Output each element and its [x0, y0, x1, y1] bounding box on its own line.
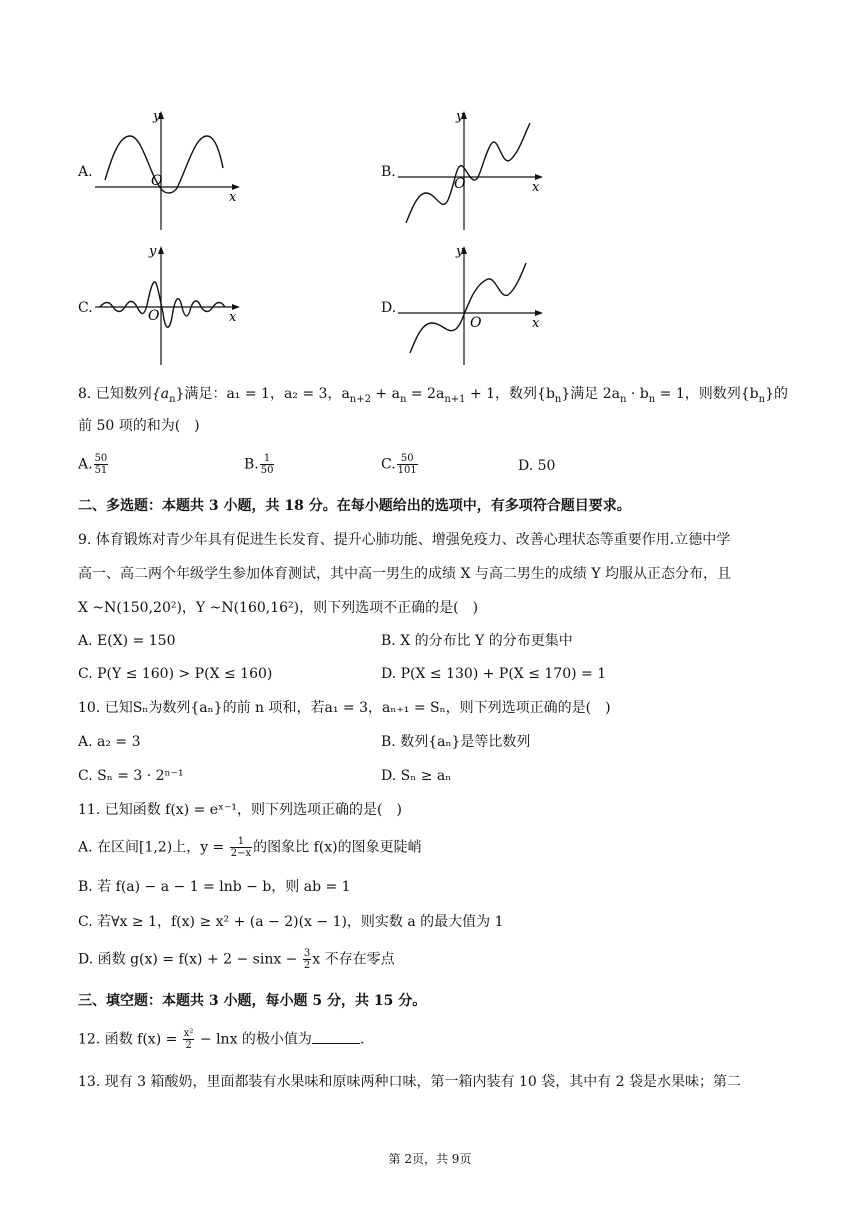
graph-d-x-axis-label: x: [532, 316, 540, 331]
graph-c: [95, 243, 245, 368]
q9-option-d[interactable]: D. P(X ≤ 130) + P(X ≤ 170) = 1: [381, 666, 607, 682]
graph-a-label: A.: [78, 164, 93, 180]
q12-answer-blank[interactable]: [312, 1029, 360, 1044]
q8-line-2: 前 50 项的和为( ): [78, 418, 200, 434]
q8-line-1: 8. 已知数列$\{a_n\}$满足：a₁ = 1，a₂ = 3，$a_{n+2} + a_n = 2a_{n+1} + 1$，数列$\{b_n\}$满足 $2a_n \cdot b_n = 1$，则数列$\{b_n\}$的: [78, 386, 789, 405]
graph-d-origin: O: [470, 315, 482, 331]
graph-b: [398, 108, 548, 233]
graph-b-origin: O: [454, 176, 466, 192]
q9-line-3: X ~N(150,20²)，Y ~N(160,16²)，则下列选项不正确的是( ): [78, 600, 479, 616]
q8-option-b[interactable]: B. $\frac{1}{50}$: [244, 453, 274, 476]
graph-c-origin: O: [148, 308, 160, 324]
q8-option-d[interactable]: D. 50: [518, 458, 556, 474]
q12-line: 12. 函数 f(x) = $\frac{\text{x²}}{2}$ − lnx 的极小值为 .: [78, 1028, 365, 1051]
graph-c-label: C.: [78, 300, 93, 316]
q11-line-1: 11. 已知函数 f(x) = eˣ⁻¹，则下列选项正确的是( ): [78, 802, 402, 818]
graph-b-label: B.: [381, 164, 396, 180]
q8-option-a[interactable]: A. $\frac{50}{51}$: [78, 453, 108, 476]
q9-option-a[interactable]: A. E(X) = 150: [78, 633, 176, 649]
graph-c-y-axis-label: y: [149, 244, 157, 259]
graph-a-x-axis-label: x: [229, 190, 237, 205]
q8-option-c[interactable]: C. $\frac{50}{101}$: [381, 453, 417, 476]
q13-line-1: 13. 现有 3 箱酸奶，里面都装有水果味和原味两种口味，第一箱内装有 10 袋，其中有 2 袋是水果味；第二: [78, 1074, 742, 1090]
q11-option-d[interactable]: D. 函数 g(x) = f(x) + 2 − sinx − $\frac{3}{2}$ x 不存在零点: [78, 948, 395, 971]
graph-a-origin: O: [151, 173, 163, 189]
q11-option-b[interactable]: B. 若 f(a) − a − 1 = lnb − b，则 ab = 1: [78, 879, 351, 895]
graph-d-y-axis-label: y: [456, 244, 464, 259]
q10-option-c[interactable]: C. Sₙ = 3 · 2ⁿ⁻¹: [78, 768, 184, 784]
q10-line-1: 10. 已知Sₙ为数列{aₙ}的前 n 项和，若a₁ = 3，aₙ₊₁ = Sₙ，则下列选项正确的是( ): [78, 700, 611, 716]
q11-option-a[interactable]: A. 在区间[1,2)上，y = $\frac{1}{2-x}$ 的图象比 f(x)的图象更陡峭: [78, 836, 422, 859]
graph-a-y-axis-label: y: [153, 109, 161, 124]
graph-d: [398, 243, 548, 368]
graph-d-label: D.: [381, 300, 397, 316]
section-2-heading: 二、多选题：本题共 3 小题，共 18 分。在每小题给出的选项中，有多项符合题目要求。: [78, 498, 631, 514]
graph-b-x-axis-label: x: [532, 180, 540, 195]
q10-option-b[interactable]: B. 数列{aₙ}是等比数列: [381, 734, 531, 750]
q9-option-b[interactable]: B. X 的分布比 Y 的分布更集中: [381, 633, 573, 649]
q9-line-2: 高一、高二两个年级学生参加体育测试，其中高一男生的成绩 X 与高二男生的成绩 Y 均服从正态分布，且: [78, 566, 732, 582]
graph-c-x-axis-label: x: [229, 310, 237, 325]
graph-b-y-axis-label: y: [456, 109, 464, 124]
q11-option-c[interactable]: C. 若∀x ≥ 1，f(x) ≥ x² + (a − 2)(x − 1)，则实数 a 的最大值为 1: [78, 914, 504, 930]
page-footer: 第 2页，共 9页: [388, 1152, 472, 1166]
q9-line-1: 9. 体育锻炼对青少年具有促进生长发育、提升心肺功能、增强免疫力、改善心理状态等重要作用.立德中学: [78, 532, 731, 548]
q9-option-c[interactable]: C. P(Y ≤ 160) > P(X ≤ 160): [78, 666, 273, 682]
section-3-heading: 三、填空题：本题共 3 小题，每小题 5 分，共 15 分。: [78, 993, 427, 1009]
q10-option-d[interactable]: D. Sₙ ≥ aₙ: [381, 768, 452, 784]
graph-a: [95, 108, 245, 233]
q10-option-a[interactable]: A. a₂ = 3: [78, 734, 141, 750]
